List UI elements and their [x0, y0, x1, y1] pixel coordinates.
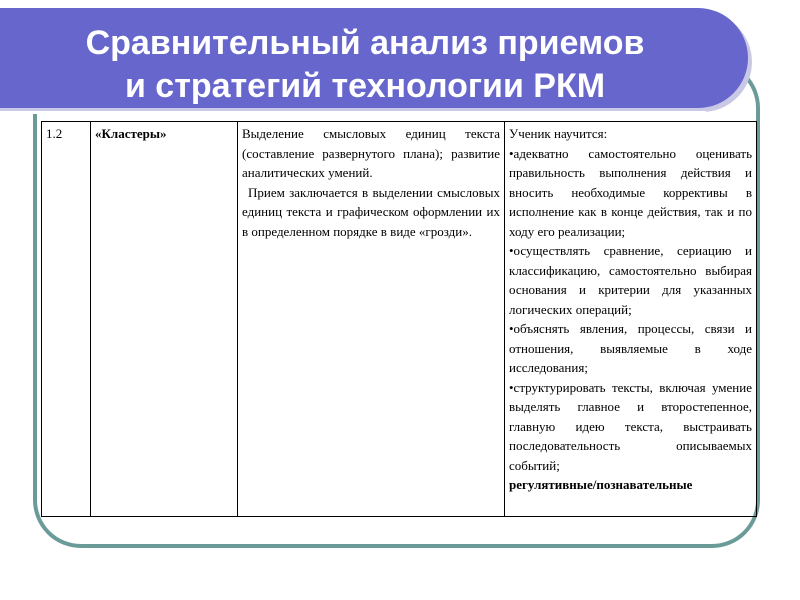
outcomes-cell	[505, 122, 757, 517]
outcomes-footer: регулятивные/познавательные	[509, 477, 693, 492]
description-paragraph-2: Прием заключается в выделении смысловых единиц текста и графическом оформлении их в определенном порядке в виде «грозди».	[242, 184, 500, 239]
outcomes-intro: Ученик научится:	[509, 126, 608, 141]
slide-title-line-2: и стратегий технологии РКМ	[124, 67, 606, 105]
row-number: 1.2	[46, 126, 63, 141]
title-underline	[0, 111, 706, 114]
description-cell	[238, 122, 505, 517]
title-banner	[0, 8, 748, 108]
comparison-table	[41, 121, 757, 517]
technique-name: «Кластеры»	[95, 126, 167, 141]
outcome-item: •адекватно самостоятельно оценивать правильность выполнения действия и вносить необходимые коррективы в исполнение как в конце действия, так и по ходу его реализации;	[509, 145, 752, 239]
description-paragraph-1: Выделение смысловых единиц текста (составление развернутого плана); развитие аналитических умений.	[242, 126, 500, 180]
outcome-item: •структурировать тексты, включая умение выделять главное и второстепенное, главную идею текста, выстраивать последовательность описываемых событий;	[509, 379, 752, 473]
outcome-item: •осуществлять сравнение, сериацию и классификацию, самостоятельно выбирая основания и критерии для указанных логических операций;	[509, 243, 752, 317]
outcome-item: •объяснять явления, процессы, связи и отношения, выявляемые в ходе исследования;	[509, 321, 752, 375]
technique-cell	[91, 122, 238, 517]
row-number-cell	[42, 122, 91, 517]
table-row	[42, 122, 757, 517]
slide-title-line-1: Сравнительный анализ приемов	[85, 24, 645, 62]
slide-title	[0, 22, 730, 108]
